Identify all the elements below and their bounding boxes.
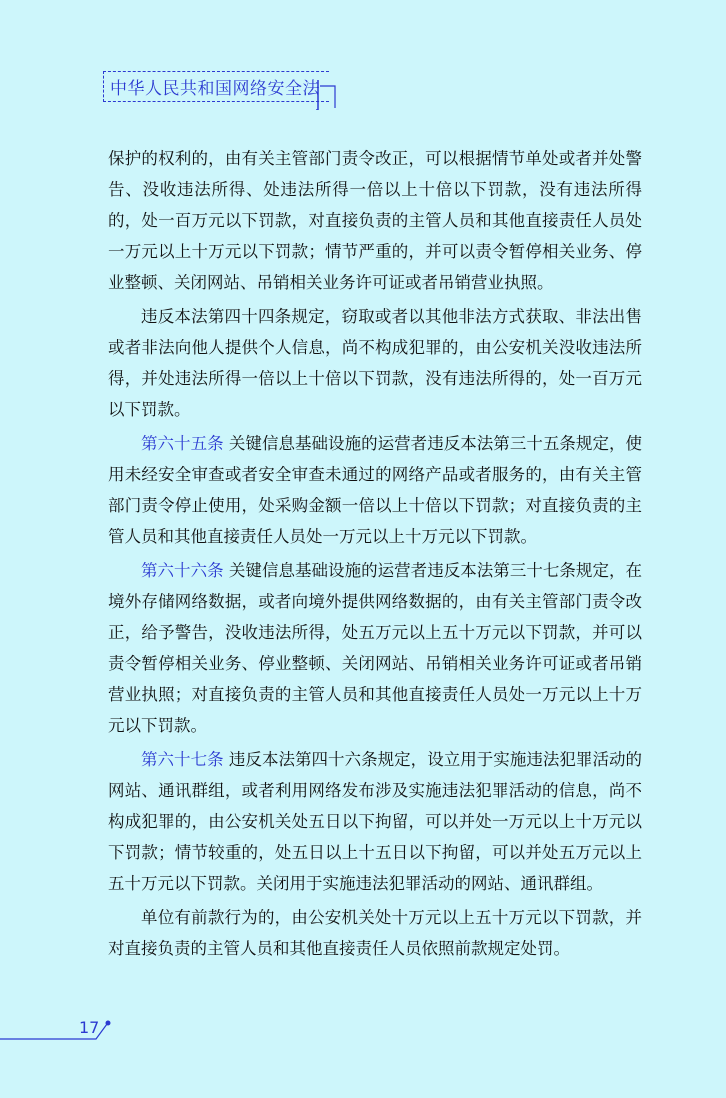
paragraph: 违反本法第四十四条规定，窃取或者以其他非法方式获取、非法出售或者非法向他人提供个人信息，尚不构成犯罪的，由公安机关没收违法所得，并处违法所得一倍以上十倍以下罚款，没有违法所得的，处一百万元以下罚款。 (108, 307, 642, 419)
header-bracket-decoration (316, 80, 336, 110)
page-body (108, 143, 642, 967)
article-number: 第六十五条 (141, 434, 224, 453)
article-65: 第六十五条 关键信息基础设施的运营者违反本法第三十五条规定，使用未经安全审查或者安全审查未通过的网络产品或者服务的，由有关主管部门责令停止使用，处采购金额一倍以上十倍以下罚款；对直接负责的主管人员和其他直接责任人员处一万元以上十万元以下罚款。 (108, 434, 642, 546)
paragraph: 单位有前款行为的，由公安机关处十万元以上五十万元以下罚款，并对直接负责的主管人员和其他直接责任人员依照前款规定处罚。 (108, 908, 642, 958)
running-header-title: 中华人民共和国网络安全法 (110, 79, 320, 99)
footer-line-decoration (0, 1014, 140, 1054)
paragraph: 保护的权利的，由有关主管部门责令改正，可以根据情节单处或者并处警告、没收违法所得、处违法所得一倍以上十倍以下罚款，没有违法所得的，处一百万元以下罚款，对直接负责的主管人员和其他直接责任人员处一万元以上十万元以下罚款；情节严重的，并可以责令暂停相关业务、停业整顿、关闭网站、吊销相关业务许可证或者吊销营业执照。 (108, 149, 642, 292)
article-number: 第六十七条 (141, 750, 224, 769)
running-header (103, 71, 329, 102)
article-number: 第六十六条 (141, 561, 224, 580)
article-67: 第六十七条 违反本法第四十六条规定，设立用于实施违法犯罪活动的网站、通讯群组，或者利用网络发布涉及实施违法犯罪活动的信息，尚不构成犯罪的，由公安机关处五日以下拘留，可以并处一万元以上十万元以下罚款；情节较重的，处五日以上十五日以下拘留，可以并处五万元以上五十万元以下罚款。关闭用于实施违法犯罪活动的网站、通讯群组。 (108, 750, 642, 893)
page-number: 17 (79, 1018, 100, 1037)
article-66: 第六十六条 关键信息基础设施的运营者违反本法第三十七条规定，在境外存储网络数据，或者向境外提供网络数据的，由有关主管部门责令改正，给予警告，没收违法所得，处五万元以上五十万元以下罚款，并可以责令暂停相关业务、停业整顿、关闭网站、吊销相关业务许可证或者吊销营业执照；对直接负责的主管人员和其他直接责任人员处一万元以上十万元以下罚款。 (108, 561, 642, 735)
